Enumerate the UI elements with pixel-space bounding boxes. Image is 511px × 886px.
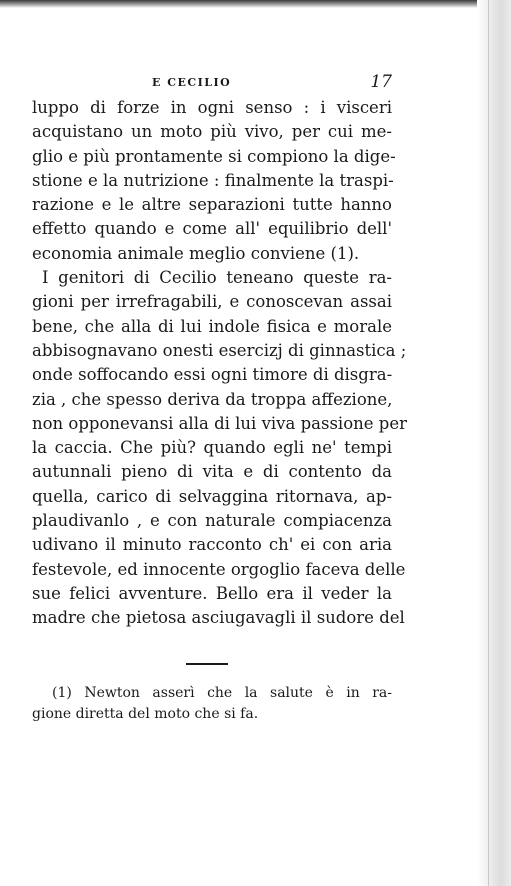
text-line: abbisognavano onesti esercizj di ginnastica ; xyxy=(32,340,407,360)
text-line: acquistano un moto più vivo, per cui me- xyxy=(32,122,392,142)
text-line: la caccia. Che più? quando egli ne' tempi xyxy=(32,438,392,458)
page-right-edge xyxy=(477,0,511,886)
text-line: stione e la nutrizione : finalmente la traspi- xyxy=(32,170,394,190)
text-line: madre che pietosa asciugavagli il sudore del xyxy=(32,608,405,628)
running-head: E CECILIO xyxy=(152,76,232,89)
text-line: sue felici avventure. Bello era il veder la xyxy=(32,583,392,603)
text-line: luppo di forze in ogni senso : i visceri xyxy=(32,98,392,117)
text-line: glio e più prontamente si compiono la dige- xyxy=(32,146,396,166)
footnote-separator xyxy=(186,663,228,665)
text-line: razione e le altre separazioni tutte hanno xyxy=(32,195,392,215)
page-number: 17 xyxy=(370,72,392,92)
text-line: quella, carico di selvaggina ritornava, ap- xyxy=(32,486,392,506)
page-header xyxy=(40,72,392,94)
text-line: onde soffocando essi ogni timore di disgra- xyxy=(32,365,393,385)
footnote xyxy=(32,683,392,725)
text-line: effetto quando e come all' equilibrio dell' xyxy=(32,219,392,239)
footnote-line: (1) Newton asserì che la salute è in ra- xyxy=(52,685,392,701)
body-text xyxy=(32,96,407,631)
text-line: autunnali pieno di vita e di contento da xyxy=(32,462,392,482)
page-top-edge xyxy=(0,0,511,8)
text-line: zia , che spesso deriva da troppa affezione, xyxy=(32,389,393,409)
text-line: bene, che alla di lui indole fisica e morale xyxy=(32,316,392,336)
text-line: plaudivanlo , e con naturale compiacenza xyxy=(32,511,392,531)
text-line: festevole, ed innocente orgoglio faceva delle xyxy=(32,559,406,579)
text-line-paragraph-start: I genitori di Cecilio teneano queste ra- xyxy=(42,268,392,288)
text-line: economia animale meglio conviene (1). xyxy=(32,243,360,263)
text-line: gioni per irrefragabili, e conoscevan assai xyxy=(32,292,392,312)
text-line: udivano il minuto racconto ch' ei con aria xyxy=(32,535,392,555)
text-line: non opponevansi alla di lui viva passione per xyxy=(32,413,407,433)
footnote-line: gione diretta del moto che si fa. xyxy=(32,706,259,722)
page-fold-line xyxy=(488,0,489,886)
